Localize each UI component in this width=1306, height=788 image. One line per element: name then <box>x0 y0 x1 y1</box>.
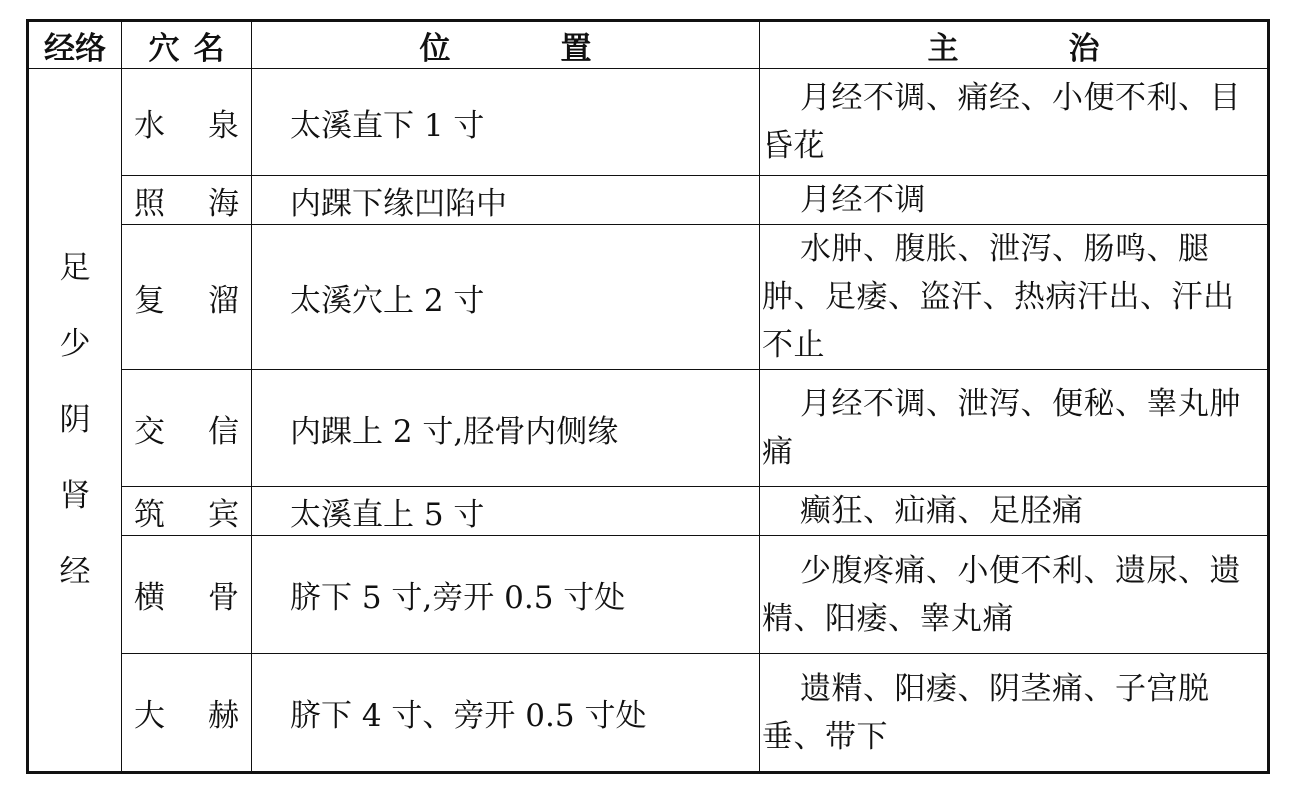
table-row <box>28 654 1269 773</box>
table-row <box>28 536 1269 654</box>
point-name: 复溜 <box>122 225 252 370</box>
header-point: 穴名 <box>122 21 252 69</box>
point-location: 内踝上 2 寸,胫骨内侧缘 <box>252 370 760 487</box>
point-name: 大赫 <box>122 654 252 773</box>
point-indication: 水肿、腹胀、泄泻、肠鸣、腿肿、足痿、盗汗、热病汗出、汗出不止 <box>760 225 1269 370</box>
point-location: 脐下 4 寸、旁开 0.5 寸处 <box>252 654 760 773</box>
point-location: 脐下 5 寸,旁开 0.5 寸处 <box>252 536 760 654</box>
meridian-cell <box>28 69 122 773</box>
point-indication: 月经不调、泄泻、便秘、睾丸肿痛 <box>760 370 1269 487</box>
point-indication: 月经不调 <box>760 176 1269 225</box>
meridian-char: 足 <box>59 250 91 286</box>
meridian-char: 经 <box>59 554 91 590</box>
point-name: 筑宾 <box>122 487 252 536</box>
point-name: 交信 <box>122 370 252 487</box>
point-name: 照海 <box>122 176 252 225</box>
header-meridian: 经络 <box>28 21 122 69</box>
table-row <box>28 176 1269 225</box>
table-row <box>28 370 1269 487</box>
point-indication: 月经不调、痛经、小便不利、目昏花 <box>760 69 1269 176</box>
meridian-char: 阴 <box>59 402 91 438</box>
point-name: 横骨 <box>122 536 252 654</box>
point-indication: 遗精、阳痿、阴茎痛、子宫脱垂、带下 <box>760 654 1269 773</box>
header-indication: 主治 <box>760 21 1269 69</box>
point-location: 太溪直下 1 寸 <box>252 69 760 176</box>
meridian-char: 少 <box>59 326 91 362</box>
acupoint-table <box>26 19 1270 774</box>
header-row <box>28 21 1269 69</box>
point-location: 太溪穴上 2 寸 <box>252 225 760 370</box>
table-row <box>28 69 1269 176</box>
header-location: 位置 <box>252 21 760 69</box>
table-row <box>28 225 1269 370</box>
meridian-char: 肾 <box>59 478 91 514</box>
point-indication: 癫狂、疝痛、足胫痛 <box>760 487 1269 536</box>
table-row <box>28 487 1269 536</box>
point-location: 内踝下缘凹陷中 <box>252 176 760 225</box>
point-location: 太溪直上 5 寸 <box>252 487 760 536</box>
point-name: 水泉 <box>122 69 252 176</box>
point-indication: 少腹疼痛、小便不利、遗尿、遗精、阳痿、睾丸痛 <box>760 536 1269 654</box>
